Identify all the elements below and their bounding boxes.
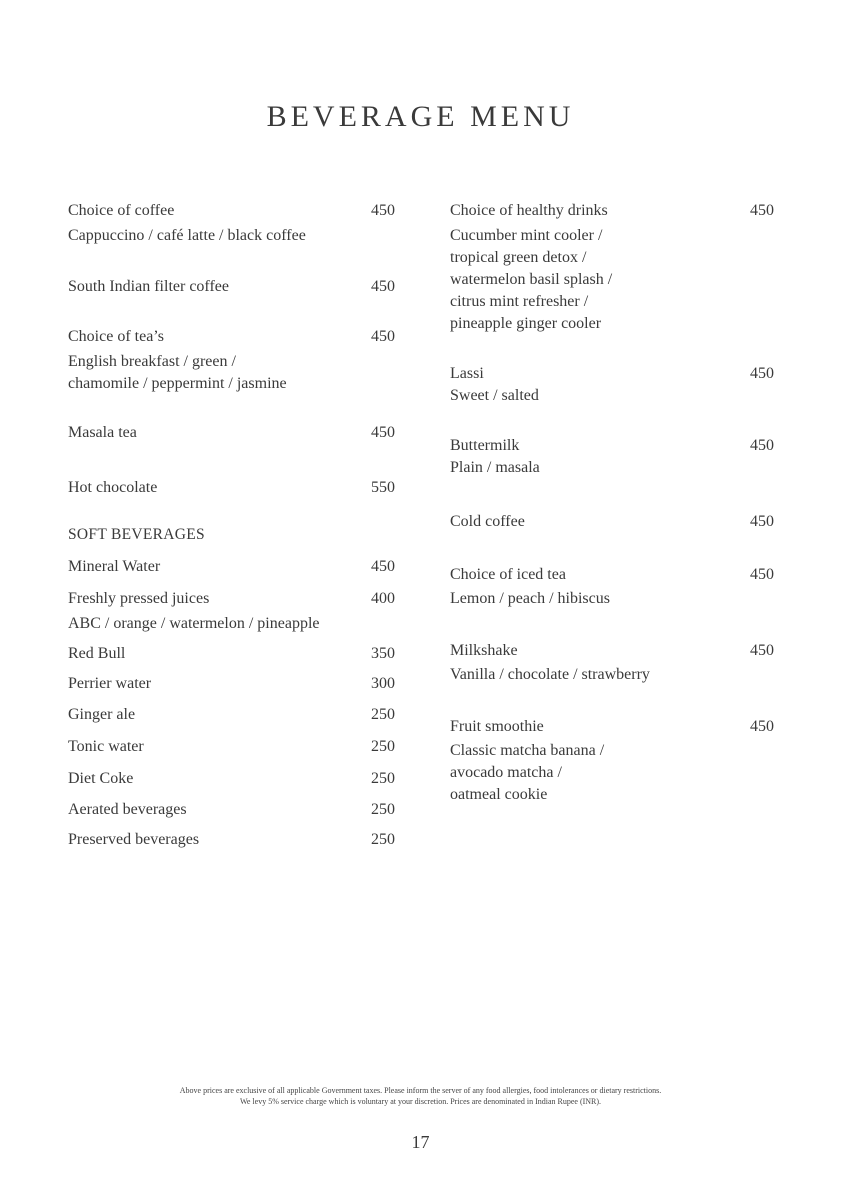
- menu-item: [68, 829, 395, 851]
- item-price: 250: [371, 770, 395, 787]
- item-price: 250: [371, 706, 395, 723]
- item-price: 450: [750, 642, 774, 659]
- page-title: BEVERAGE MENU: [266, 100, 575, 133]
- item-name: South Indian filter coffee: [68, 278, 229, 295]
- item-description: English breakfast / green / chamomile / peppermint / jasmine: [68, 353, 287, 392]
- item-price: 250: [371, 831, 395, 848]
- menu-item: [68, 477, 395, 499]
- menu-item: [68, 768, 395, 790]
- menu-item: [68, 643, 395, 665]
- item-description: Cucumber mint cooler / tropical green detox / watermelon basil splash / citrus mint refresher / pineapple ginger cooler: [450, 227, 613, 332]
- menu-item: [450, 511, 774, 533]
- item-description: Sweet / salted: [450, 387, 539, 404]
- menu-item: [450, 435, 774, 479]
- footer-disclaimer: [0, 1085, 841, 1107]
- item-name: Cold coffee: [450, 513, 525, 530]
- item-price: 450: [371, 202, 395, 219]
- item-name: Diet Coke: [68, 770, 134, 787]
- menu-item: [450, 640, 774, 686]
- menu-item: [68, 799, 395, 821]
- item-price: 450: [371, 328, 395, 345]
- menu-item: [450, 716, 774, 806]
- item-price: 450: [750, 718, 774, 735]
- item-name: Ginger ale: [68, 706, 136, 723]
- item-description: Vanilla / chocolate / strawberry: [450, 666, 650, 683]
- item-price: 350: [371, 645, 395, 662]
- menu-item: [68, 588, 395, 635]
- item-name: Choice of iced tea: [450, 566, 566, 583]
- item-name: Freshly pressed juices: [68, 590, 210, 607]
- menu-item: [68, 736, 395, 758]
- menu-item: [68, 326, 395, 395]
- menu-item: [450, 200, 774, 335]
- item-name: Buttermilk: [450, 437, 520, 454]
- item-price: 300: [371, 675, 395, 692]
- item-price: 250: [371, 738, 395, 755]
- item-name: Hot chocolate: [68, 479, 158, 496]
- item-name: Mineral Water: [68, 558, 161, 575]
- item-name: Choice of coffee: [68, 202, 175, 219]
- menu-item: [68, 200, 395, 247]
- menu-item: [68, 673, 395, 695]
- menu-item: [450, 363, 774, 407]
- item-price: 450: [371, 278, 395, 295]
- item-description: ABC / orange / watermelon / pineapple: [68, 615, 320, 632]
- item-name: Aerated beverages: [68, 801, 187, 818]
- item-name: Perrier water: [68, 675, 152, 692]
- page-number: 17: [411, 1132, 430, 1152]
- item-name: Fruit smoothie: [450, 718, 544, 735]
- menu-item: [68, 276, 395, 298]
- item-price: 450: [371, 424, 395, 441]
- item-price: 450: [750, 365, 774, 382]
- item-name: Choice of healthy drinks: [450, 202, 608, 219]
- item-description: Lemon / peach / hibiscus: [450, 590, 610, 607]
- item-price: 450: [371, 558, 395, 575]
- item-name: Tonic water: [68, 738, 144, 755]
- item-description: Cappuccino / café latte / black coffee: [68, 227, 306, 244]
- item-price: 450: [750, 202, 774, 219]
- item-price: 400: [371, 590, 395, 607]
- item-price: 450: [750, 513, 774, 530]
- item-name: Lassi: [450, 365, 484, 382]
- menu-item: [450, 564, 774, 610]
- menu-item: [68, 704, 395, 726]
- item-name: Preserved beverages: [68, 831, 200, 848]
- item-price: 550: [371, 479, 395, 496]
- item-description: Classic matcha banana / avocado matcha / oatmeal cookie: [450, 742, 605, 803]
- item-price: 450: [750, 437, 774, 454]
- menu-item: [68, 556, 395, 578]
- item-name: Choice of tea’s: [68, 328, 164, 345]
- section-heading: SOFT BEVERAGES: [68, 526, 205, 543]
- menu-item: [68, 422, 395, 444]
- item-price: 450: [750, 566, 774, 583]
- item-name: Red Bull: [68, 645, 126, 662]
- footer-line: We levy 5% service charge which is voluntary at your discretion. Prices are denominated in Indian Rupee (INR).: [239, 1097, 602, 1106]
- item-description: Plain / masala: [450, 459, 540, 476]
- footer-line: Above prices are exclusive of all applicable Government taxes. Please inform the server of any food allergies, food intolerances or dietary restrictions.: [179, 1086, 662, 1095]
- item-name: Milkshake: [450, 642, 518, 659]
- item-price: 250: [371, 801, 395, 818]
- item-name: Masala tea: [68, 424, 137, 441]
